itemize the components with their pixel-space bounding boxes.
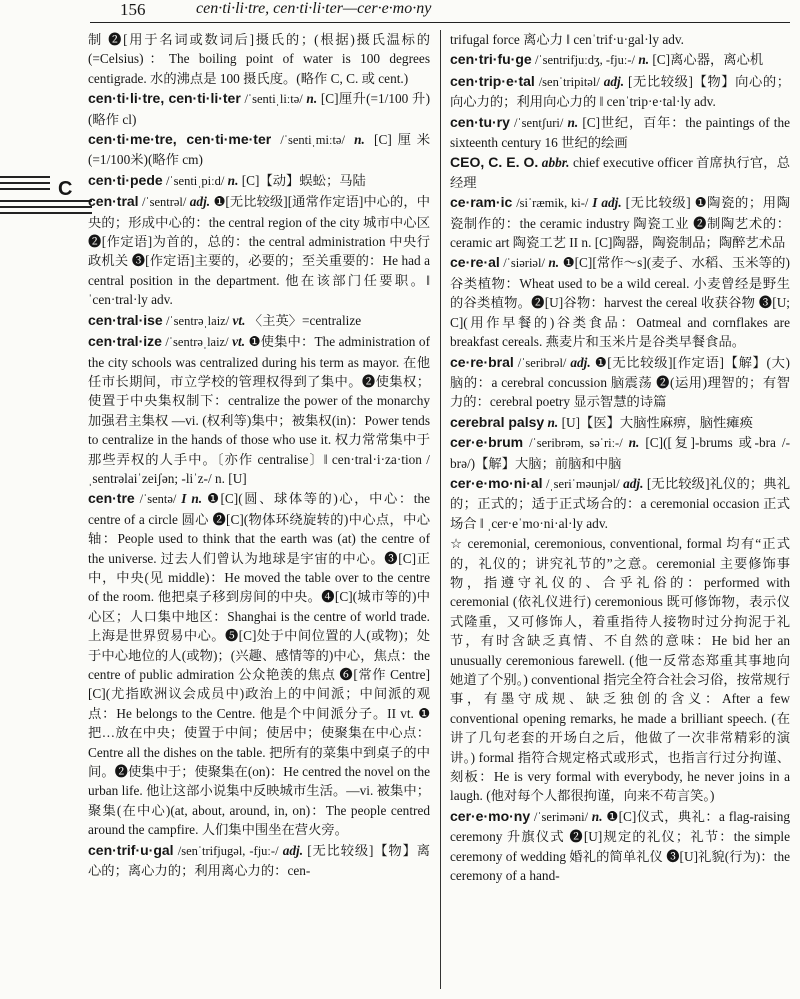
pronunciation: /senˈtripitəl/	[538, 74, 600, 89]
pronunciation: /ˈsentrəˌlaiz/	[166, 313, 230, 328]
synonym-note: ☆ ceremonial, ceremonious, conventional, formal 均有“正式的，礼仪的；讲究礼节的”之意。ceremonial 主要修饰事物，指遵守礼仪的、合乎礼俗的：performed with ceremonial (依礼仪进行) ceremonious 既可修饰物，表示仪式隆重，又可修饰人，着重指待人接物时过分拘泥于礼节，有时含缺乏真情、不自然的意味：He bid her an unusually ceremonious farewell. (他一反常态郑重其事地向她道了个别。) conventional 指完全符合社会习俗，按常规行事，有墨守成规、缺乏独创的含义：After a few conventional opening remarks, he made a brilliant speech. (在讲了几句老套的开场白之后，他做了一次非常精彩的演讲。) formal 指符合规定格式或形式，也指言行过分拘谨、刻板：He is very formal with everybody, he never joins in a laugh. (他对每个人都很拘谨，向来不苟言笑。)	[450, 536, 790, 804]
part-of-speech: n.	[354, 132, 365, 148]
definition: [C]厘升(=1/100 升)(略作 cl)	[88, 91, 430, 127]
part-of-speech: n.	[306, 91, 318, 107]
pronunciation: /ˌseriˈməunjəl/	[546, 476, 620, 491]
pronunciation: /siˈræmik, ki-/	[516, 196, 589, 211]
pronunciation: /ˈsentrəl/	[141, 195, 187, 210]
definition: [无比较级]【物】向心的；向心力的；利用向心力的 ‖ cenˈtrip·e·tal·ly adv.	[450, 73, 790, 110]
definition: [C]([复]-brums 或-bra /-brə/)【解】大脑；前脑和中脑	[450, 435, 790, 471]
headword: cer·e·mo·ny	[450, 807, 531, 824]
headword: cen·ti·li·tre, cen·ti·li·ter	[88, 90, 241, 107]
part-of-speech: n.	[227, 172, 239, 188]
headword: cen·trip·e·tal	[450, 72, 535, 89]
headword: cen·tu·ry	[450, 113, 510, 130]
part-of-speech: I n.	[181, 491, 203, 507]
part-of-speech: n.	[567, 114, 579, 130]
thumb-line	[0, 176, 50, 178]
thumb-line	[0, 182, 50, 184]
definition: ❶[无比较级][作定语]【解】(大)脑的：a cerebral concussion 脑震荡 ❷(运用)理智的；有智力的：cerebral poetry 显示智慧的诗篇	[450, 354, 790, 410]
part-of-speech: n.	[548, 255, 560, 271]
headword: cen·ti·me·tre, cen·ti·me·ter	[88, 131, 272, 148]
headword: cen·tral	[88, 193, 139, 210]
entry-cerebral	[450, 353, 790, 412]
header-rule	[90, 22, 790, 23]
part-of-speech: vt.	[232, 334, 246, 350]
headword: cen·tral·ize	[88, 333, 162, 350]
entry-centilitre	[88, 89, 430, 129]
pronunciation: /ˈsentrifjuːdʒ, -fjuː-/	[535, 53, 635, 68]
entry-centipede	[88, 171, 430, 191]
part-of-speech: abbr.	[541, 155, 570, 171]
thumb-letter: C	[58, 178, 73, 200]
part-of-speech: n.	[638, 52, 650, 68]
pronunciation: /ˈsentiˌpiːd/	[166, 173, 225, 188]
thumb-line	[0, 206, 92, 208]
entry-centigrade-continued: 制 ❷[用于名词或数词后]摄氏的；(根据)摄氏温标的(=Celsius)：The boiling point of water is 100 degrees centigrade. 水的沸点是 100 摄氏度。(略作 C, C. 或 cent.)	[88, 32, 430, 86]
definition: [C]离心器，离心机	[652, 52, 764, 68]
pronunciation: /ˈseribrəm, səˈriː-/	[529, 436, 623, 451]
right-column	[450, 30, 790, 989]
definition: [无比较级]【物】离心的；离心力的；利用离心力的：cen-	[88, 842, 430, 879]
definition: [C]世纪，百年：the paintings of the sixteenth century 16 世纪的绘画	[450, 114, 790, 151]
running-head: cen·ti·li·tre, cen·ti·li·ter—cer·e·mo·ny	[196, 0, 432, 17]
column-divider	[440, 30, 441, 989]
thumb-line	[0, 200, 92, 202]
pronunciation: /ˈseribrəl/	[517, 355, 567, 370]
entry-cerebrum	[450, 433, 790, 473]
pronunciation: /ˈsentə/	[139, 492, 177, 507]
entry-central	[88, 192, 430, 309]
part-of-speech: adj.	[282, 842, 304, 858]
headword: CEO, C. E. O.	[450, 154, 539, 171]
pronunciation: /ˈsentiˌmiːtə/	[280, 133, 345, 148]
headword: cen·tri·fu·ge	[450, 51, 532, 68]
definition: [无比较级] ❶陶瓷的；用陶瓷制作的：the ceramic industry 陶瓷工业 ❷制陶艺术的：ceramic art 陶瓷工艺 II n. [C]陶器，陶瓷制品；陶醉艺术品	[450, 195, 790, 251]
thumb-line	[0, 188, 50, 190]
definition: [C]【动】蜈蚣；马陆	[241, 172, 366, 188]
entry-ceremony	[450, 807, 790, 886]
definition: 〈主英〉=centralize	[248, 312, 362, 328]
part-of-speech: n.	[547, 414, 559, 430]
entry-ceremonial	[450, 474, 790, 533]
entry-centre	[88, 489, 430, 839]
part-of-speech: adj.	[570, 354, 591, 370]
headword: ce·re·bral	[450, 353, 514, 370]
entry-centripetal	[450, 72, 790, 112]
pronunciation: /ˈsentrəˌlaiz/	[165, 335, 229, 350]
part-of-speech: adj.	[603, 73, 625, 89]
definition: ❶[C]仪式，典礼：a flag-raising ceremony 升旗仪式 ❷[U]规定的礼仪；礼节：the simple ceremony of wedding 婚礼的简单礼仪 ❸[U]礼貌(行为)：the ceremony of a hand-	[450, 808, 790, 884]
part-of-speech: adj.	[189, 194, 211, 210]
pronunciation: /senˈtrifjugəl, -fjuː-/	[177, 843, 279, 858]
definition: ❶使集中：The administration of the city schools was centralized during his term as mayor. 在他任市长期间，市立学校的管理权得到了集中。❷使集权；使置于中央集权制下：centralize the power of the monarchy 加强君主集权 —vi. (权利等)集中；被集权(in)：Power tends to centralize in the hands of those who use it. 权力常常集中于那些弄权的人手中。〔亦作 centralise〕‖ cen·tral·i·za·tion /ˌsentrəlaiˈzeiʃən; -liˈz-/ n. [U]	[88, 334, 430, 486]
entry-centralize	[88, 332, 430, 488]
part-of-speech: n.	[628, 435, 640, 451]
headword: cer·e·mo·ni·al	[450, 474, 543, 491]
entry-ceo	[450, 153, 790, 192]
definition: ❶[C][常作～s](麦子、水稻、玉米等的)谷类植物：Wheat used to be a wild cereal. 小麦曾经是野生的谷类植物。❷[U]谷物：harvest the cereal 收获谷物 ❸[U; C](用作早餐的)谷类食品：Oatmeal and cornflakes are breakfast cereals. 燕麦片和玉米片是谷类早餐食品。	[450, 255, 790, 350]
entry-cereal	[450, 253, 790, 351]
definition: [U]【医】大脑性麻痹，脑性瘫痪	[561, 414, 753, 430]
pronunciation: /ˈsiəriəl/	[503, 256, 545, 271]
page-header	[0, 0, 800, 24]
headword: cen·tral·ise	[88, 311, 163, 328]
entry-centimetre	[88, 130, 430, 170]
entry-century	[450, 113, 790, 153]
part-of-speech: vt.	[232, 312, 246, 328]
entry-ceramic	[450, 193, 790, 252]
page-number: 156	[120, 0, 146, 19]
part-of-speech: I adj.	[592, 195, 622, 211]
entry-centrifugal-continued: trifugal force 离心力 ‖ cenˈtrif·u·gal·ly adv.	[450, 32, 684, 47]
definition: ❶[C](圆、球体等的)心，中心：the centre of a circle 圆心 ❷[C](物体环绕旋转的)中心点，中心轴：People used to think that the earth was (at) the centre of the universe. 过去人们曾认为地球是宇宙的中心。❸[C]正中，中央(见 middle)：He moved the table over to the centre of the room. 他把桌子移到房间的中央。❹[C](城市等的)中心区；人口集中地区：Shanghai is the centre of world trade. 上海是世界贸易中心。❺[C]处于中间位置的人(或物)；处于中心地位的人(或物)；(兴趣、感情等的)中心，焦点：the centre of public admiration 公众艳羡的焦点 ❻[常作 Centre][C](尤指欧洲议会成员中)政治上的中间派；中间派的观点：He belongs to the Centre. 他是个中间派分子。II vt. ❶把…放在中央；使置于中间；使居中；使聚集在中心点：Centre all the dishes on the table. 把所有的菜集中到桌子的中间。❷使集中于；使聚集在(on)：He centred the novel on the urban life. 他让这部小说集中反映城市生活。—vi. 被集中；聚集(在中心)(at, about, around, in, on)：The people centred around the campfire. 人们集中围坐在营火旁。	[88, 491, 430, 838]
pronunciation: /ˈsentʃuri/	[514, 115, 564, 130]
headword: cen·tre	[88, 490, 135, 507]
entry-centrifuge	[450, 50, 790, 70]
left-column	[88, 30, 430, 989]
headword: cen·trif·u·gal	[88, 841, 174, 858]
thumb-line	[0, 212, 92, 214]
headword: cen·ti·pede	[88, 171, 163, 188]
definition: ❶[无比较级][通常作定语]中心的，中央的；形成中心的：the central region of the city 城市中心区 ❷[作定语]为首的，总的：the central administration 中央行政机关 ❸[作定语]主要的，必要的；至关重要的：He had a central position in the department. 他在该部门任要职。‖ ˈcen·tral·ly adv.	[88, 194, 430, 308]
headword: ce·re·al	[450, 254, 500, 271]
part-of-speech: adj.	[623, 475, 644, 491]
part-of-speech: n.	[591, 808, 603, 824]
entry-centrifugal	[88, 841, 430, 881]
definition: [C]厘米(=1/100米)(略作 cm)	[88, 132, 430, 168]
definition: chief executive officer 首席执行官，总经理	[450, 155, 790, 190]
definition: [无比较级]礼仪的；典礼的；正式的；适于正式场合的：a ceremonial occasion 正式场合 ‖ ˌcer·eˈmo·ni·al·ly adv.	[450, 475, 790, 531]
pronunciation: /ˈsentiˌliːtə/	[244, 92, 303, 107]
headword: ce·ram·ic	[450, 194, 513, 211]
entry-centralise	[88, 311, 430, 331]
headword: cer·e·brum	[450, 434, 524, 451]
pronunciation: /ˈseriməni/	[533, 809, 589, 824]
thumb-index-tab	[0, 172, 92, 216]
entry-cerebral-palsy	[450, 413, 790, 432]
headword: cerebral palsy	[450, 413, 545, 430]
